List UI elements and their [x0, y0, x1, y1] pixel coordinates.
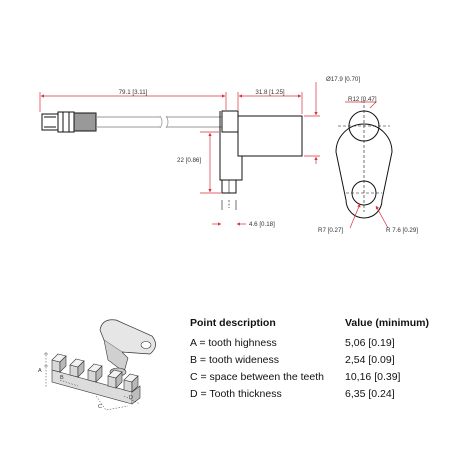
table-row	[190, 388, 445, 405]
tooth-spec-table	[190, 317, 445, 405]
gear-label-d: D	[129, 395, 133, 401]
row-point: A = tooth highness	[190, 337, 277, 349]
tooth-1	[52, 354, 66, 372]
header-point-description: Point description	[190, 317, 276, 329]
row-point: D = Tooth thickness	[190, 388, 282, 400]
row-value: 2,54 [0.09]	[345, 354, 395, 366]
header-value-minimum: Value (minimum)	[345, 317, 430, 329]
row-point: B = tooth wideness	[190, 354, 280, 366]
row-value: 10,16 [0.39]	[345, 371, 401, 383]
gear-label-b: B	[60, 375, 64, 381]
dim-body-length	[238, 89, 302, 114]
dim-radius-lobe	[376, 206, 418, 234]
side-view	[40, 76, 360, 228]
dim-tip-width-label: 4.6 [0.18]	[249, 221, 275, 228]
sensor-body	[220, 111, 302, 210]
sensor-tab-3d	[100, 320, 156, 376]
dim-radius-hole	[318, 204, 360, 234]
row-value: 6,35 [0.24]	[345, 388, 395, 400]
front-view	[318, 96, 418, 234]
row-point: C = space between the teeth	[190, 371, 324, 383]
gear-label-a: A	[38, 368, 42, 374]
table-row	[190, 354, 445, 371]
gear-label-c: C	[98, 404, 102, 410]
dim-flange-height-label: 22 [0.86]	[177, 157, 202, 164]
row-value: 5,06 [0.19]	[345, 337, 395, 349]
table-header-row	[190, 317, 445, 337]
dim-radius-large	[345, 96, 377, 108]
table-row	[190, 371, 445, 388]
tooth-3	[88, 364, 102, 382]
dim-radius-hole-label: R7 [0.27]	[318, 227, 344, 234]
dim-total-length-label: 79.1 [3.11]	[118, 89, 148, 96]
gear-tooth-illustration	[38, 320, 156, 410]
dim-total-length	[40, 89, 226, 112]
table-row	[190, 337, 445, 354]
cable	[96, 116, 222, 128]
tooth-2	[70, 359, 84, 377]
connector-plug	[42, 112, 96, 132]
dim-radius-lobe-label: R 7.6 [0.29]	[386, 227, 418, 234]
dim-body-diameter	[304, 76, 360, 164]
dim-body-length-label: 31.8 [1.25]	[255, 89, 285, 96]
dim-radius-large-label: R12 [0.47]	[348, 96, 377, 103]
dim-body-diameter-label: Ø17.9 [0.70]	[326, 76, 361, 83]
dim-tip-width	[212, 221, 275, 228]
dim-flange-height	[177, 132, 221, 193]
